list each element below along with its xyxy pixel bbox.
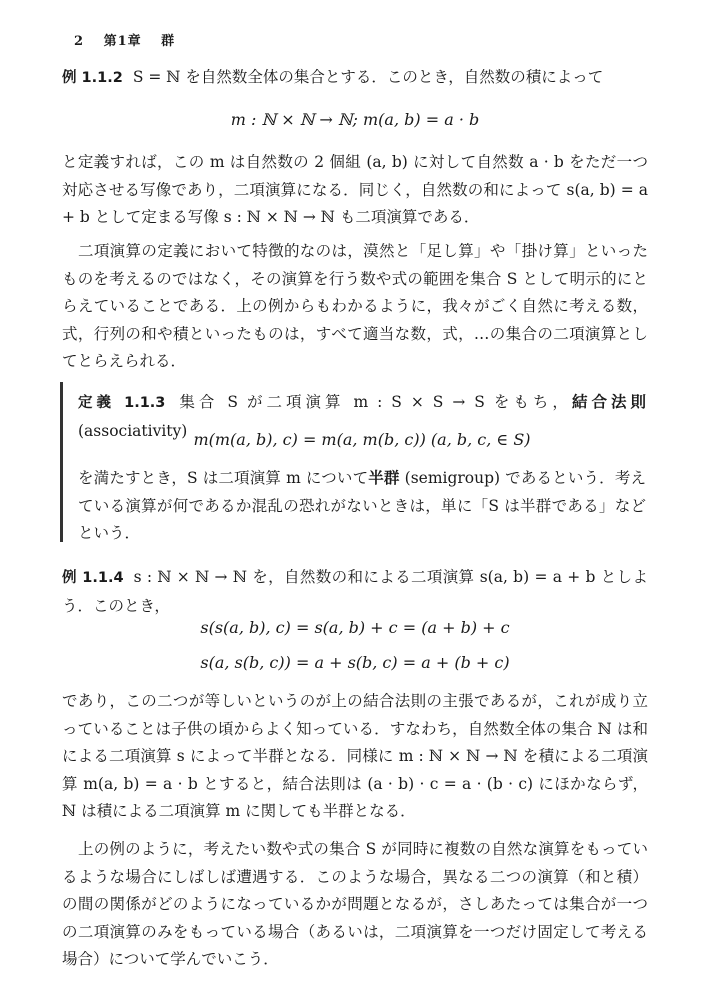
example-label: 例 1.1.2	[62, 70, 123, 86]
example-intro-text: S = ℕ を自然数全体の集合とする．このとき，自然数の積によって	[132, 68, 604, 86]
example-1-1-4-formula-2: s(a, s(b, c)) = a + s(b, c) = a + (b + c)	[200, 653, 510, 672]
example-1-1-4-intro	[62, 564, 648, 620]
definition-intro-before: 集合 S が二項演算 m : S × S → S をもち，	[175, 393, 572, 411]
term-associativity: 結合法則	[571, 392, 646, 411]
term-semigroup: 半群	[368, 468, 400, 487]
definition-label: 定義 1.1.3	[78, 395, 166, 411]
definition-body-before: を満たすとき，S は二項演算 m について	[78, 469, 369, 487]
paragraph-multiple-operations: 上の例のように，考えたい数や式の集合 S が同時に複数の自然な演算をもっているような場合にしばしば遭遇する．このような場合，異なる二つの演算（和と積）の間の関係がどのようになっているかが問題となるが，さしあたっては集合が一つの二項演算のみをもっている場合（あるいは，二項演算を一つだけ固定して考える場合）について学んでいこう．	[62, 840, 648, 968]
definition-body-after: (semigroup) であるという．考えている演算が何であるか混乱の恐れがないときは，単に「S は半群である」などという．	[78, 469, 646, 542]
example-1-1-4-intro-text: s : ℕ × ℕ → ℕ を，自然数の和による二項演算 s(a, b) = a + b としよう．このとき，	[62, 568, 648, 615]
example-1-1-2-intro	[62, 64, 648, 93]
chapter-number: 第1章	[103, 34, 142, 49]
definition-intro-after: (associativity)	[78, 421, 188, 440]
paragraph-binary-operation: 二項演算の定義において特徴的なのは，漠然と「足し算」や「掛け算」といったものを考えるのではなく，その演算を行う数や式の範囲を集合 S として明示的にとらえていることである．上の例からもわかるように，我々がごく自然に考える数，式，行列の和や積といったものは，すべて適当な数，式，…の集合の二項演算としてとらえられる．	[62, 242, 648, 370]
page-number: 2	[74, 34, 85, 49]
example-1-1-4-body: であり，この二つが等しいというのが上の結合法則の主張であるが，これが成り立っていることは子供の頃からよく知っている．すなわち，自然数全体の集合 ℕ は和による二項演算 s によって半群となる．同様に m : ℕ × ℕ → ℕ を積による二項演算 m(a, b) = a · b とすると，結合法則は (a · b) · c = a · (b · c) にほかならず，ℕ は積による二項演算 m に関しても半群となる．	[62, 692, 648, 820]
example-label-2: 例 1.1.4	[62, 570, 124, 586]
definition-1-1-3-body	[78, 464, 646, 548]
example-1-1-2-body: と定義すれば，この m は自然数の 2 個組 (a, b) に対して自然数 a · b をただ一つ対応させる写像であり，二項演算になる．同じく，自然数の和によって s(a, b) = a + b として定まる写像 s : ℕ × ℕ → ℕ も二項演算である．	[62, 153, 648, 226]
chapter-title: 群	[161, 34, 176, 49]
example-1-1-2-formula: m : ℕ × ℕ → ℕ; m(a, b) = a · b	[230, 110, 480, 129]
example-1-1-4-formula-1: s(s(a, b), c) = s(a, b) + c = (a + b) + c	[200, 618, 510, 637]
page-header	[74, 30, 189, 49]
definition-1-1-3-formula: m(m(a, b), c) = m(a, m(b, c)) (a, b, c, ∈ S)	[193, 430, 531, 449]
